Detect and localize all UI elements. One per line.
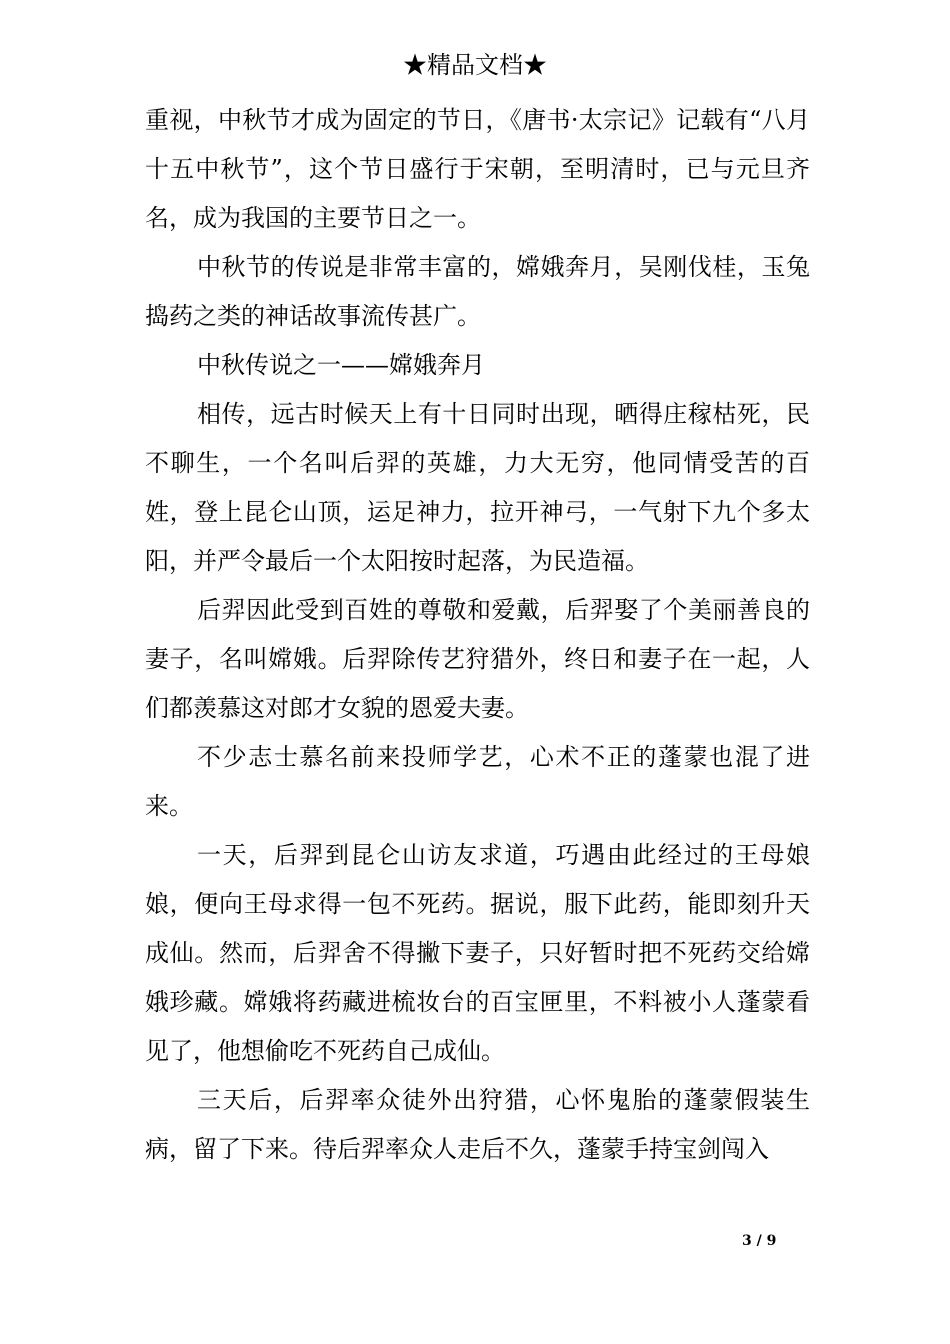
paragraph-5: 不少志士慕名前来投师学艺，心术不正的蓬蒙也混了进来。 [145,743,810,820]
section-heading: 中秋传说之一——嫦娥奔月 [197,351,485,379]
paragraph-7: 三天后，后羿率众徒外出狩猎，心怀鬼胎的蓬蒙假装生病，留了下来。待后羿率众人走后不久，蓬蒙手持宝剑闯入 [145,1086,810,1163]
paragraph-2: 中秋节的传说是非常丰富的，嫦娥奔月，吴刚伐桂，玉兔捣药之类的神话故事流传甚广。 [145,253,810,330]
page-number: 3 / 9 [742,1233,777,1249]
page-header: ★精品文档★ [403,51,547,79]
paragraph-6: 一天，后羿到昆仑山访友求道，巧遇由此经过的王母娘娘，便向王母求得一包不死药。据说，服下此药，能即刻升天成仙。然而，后羿舍不得撇下妻子，只好暂时把不死药交给嫦娥珍藏。嫦娥将药藏进梳妆台的百宝匣里，不料被小人蓬蒙看见了，他想偷吃不死药自己成仙。 [145,841,810,1065]
paragraph-1: 重视，中秋节才成为固定的节日，《唐书·太宗记》记载有“八月十五中秋节”，这个节日盛行于宋朝，至明清时，已与元旦齐名，成为我国的主要节日之一。 [145,106,810,232]
document-body [145,96,810,1174]
paragraph-3: 相传，远古时候天上有十日同时出现，晒得庄稼枯死，民不聊生，一个名叫后羿的英雄，力大无穷，他同情受苦的百姓，登上昆仑山顶，运足神力，拉开神弓，一气射下九个多太阳，并严令最后一个太阳按时起落，为民造福。 [145,400,810,575]
paragraph-4: 后羿因此受到百姓的尊敬和爱戴，后羿娶了个美丽善良的妻子，名叫嫦娥。后羿除传艺狩猎外，终日和妻子在一起，人们都羡慕这对郎才女貌的恩爱夫妻。 [145,596,810,722]
